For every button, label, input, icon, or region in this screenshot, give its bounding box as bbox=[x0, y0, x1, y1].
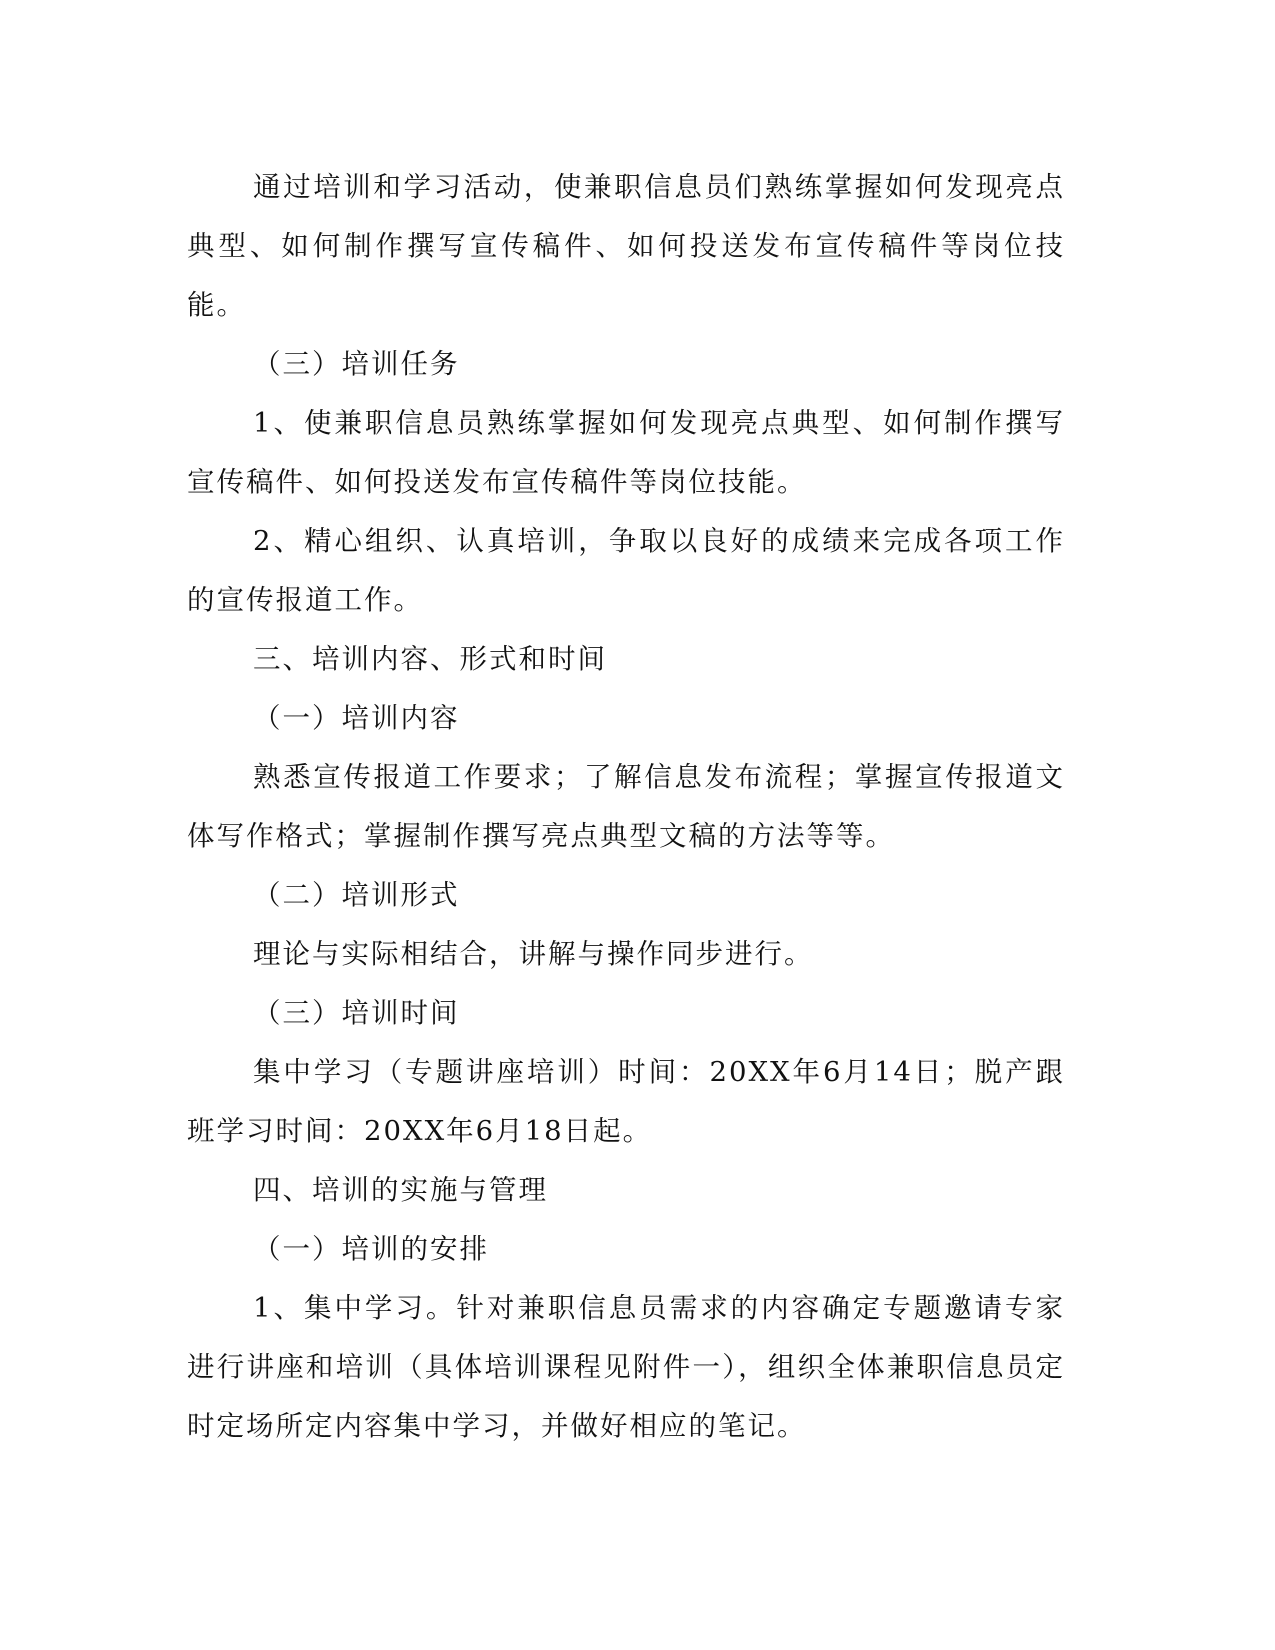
paragraph-task-1: 1、使兼职信息员熟练掌握如何发现亮点典型、如何制作撰写宣传稿件、如何投送发布宣传稿件等岗位技能。 bbox=[187, 407, 1065, 498]
subheading-training-tasks: （三）培训任务 bbox=[253, 348, 460, 380]
document-body bbox=[187, 158, 1065, 1456]
subheading-training-time: （三）培训时间 bbox=[253, 997, 460, 1029]
subheading-training-arrangement: （一）培训的安排 bbox=[253, 1233, 489, 1265]
paragraph-training-goal: 通过培训和学习活动，使兼职信息员们熟练掌握如何发现亮点典型、如何制作撰写宣传稿件、如何投送发布宣传稿件等岗位技能。 bbox=[187, 171, 1065, 321]
subheading-training-content: （一）培训内容 bbox=[253, 702, 460, 734]
paragraph-training-time: 集中学习（专题讲座培训）时间：20XX年6月14日；脱产跟班学习时间：20XX年6月18日起。 bbox=[187, 1056, 1065, 1147]
paragraph-training-content: 熟悉宣传报道工作要求；了解信息发布流程；掌握宣传报道文体写作格式；掌握制作撰写亮点典型文稿的方法等等。 bbox=[187, 761, 1065, 852]
heading-content-form-time: 三、培训内容、形式和时间 bbox=[253, 643, 607, 675]
subheading-training-form: （二）培训形式 bbox=[253, 879, 460, 911]
paragraph-centralized-study: 1、集中学习。针对兼职信息员需求的内容确定专题邀请专家进行讲座和培训（具体培训课程见附件一），组织全体兼职信息员定时定场所定内容集中学习，并做好相应的笔记。 bbox=[187, 1292, 1065, 1442]
paragraph-task-2: 2、精心组织、认真培训，争取以良好的成绩来完成各项工作的宣传报道工作。 bbox=[187, 525, 1065, 616]
heading-implementation-management: 四、培训的实施与管理 bbox=[253, 1174, 548, 1206]
paragraph-training-form: 理论与实际相结合，讲解与操作同步进行。 bbox=[253, 938, 814, 970]
